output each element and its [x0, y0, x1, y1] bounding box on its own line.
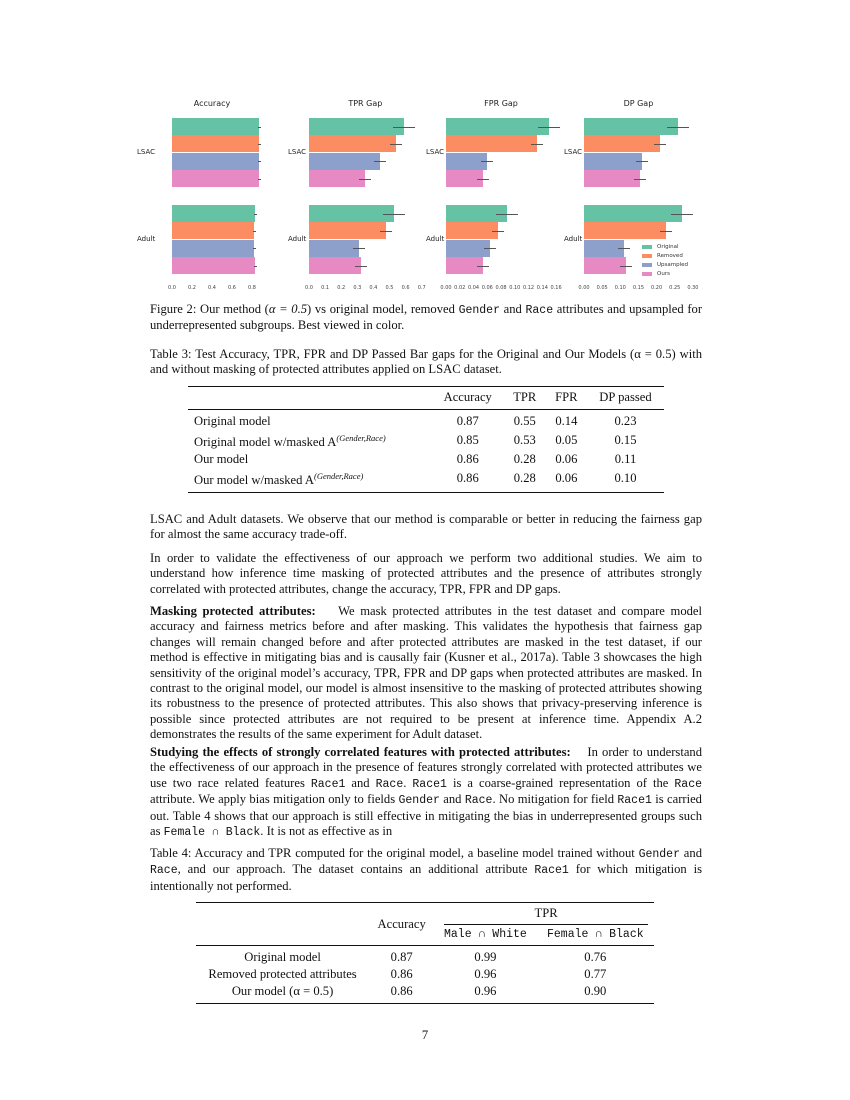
error-bar: [258, 179, 261, 180]
legend-item: Upsampled: [638, 260, 698, 269]
page-number: 7: [421, 1028, 429, 1042]
x-tick-label: 0.20: [651, 285, 663, 291]
error-bar: [477, 179, 489, 180]
x-tick-label: 0.2: [188, 285, 196, 291]
bar-original: [584, 205, 682, 222]
x-tick-label: 0.6: [228, 285, 236, 291]
paragraph-heading: Masking protected attributes:: [150, 604, 316, 618]
bar-removed: [446, 222, 498, 239]
error-bar: [258, 144, 261, 145]
panel-title: FPR Gap: [484, 99, 518, 108]
x-tick-label: 0.06: [481, 285, 493, 291]
x-tick-label: 0.05: [596, 285, 608, 291]
bar-ours: [309, 257, 361, 274]
category-label: LSAC: [288, 147, 307, 156]
error-bar: [477, 266, 489, 267]
error-bar: [620, 266, 632, 267]
bar-original: [309, 118, 404, 135]
error-bar: [634, 179, 646, 180]
x-tick-label: 0.10: [614, 285, 626, 291]
bar-upsampled: [309, 153, 380, 170]
bar-upsampled: [172, 240, 254, 257]
x-tick-label: 0.2: [337, 285, 346, 291]
error-bar: [253, 248, 256, 249]
col-header-dp: DP passed: [587, 387, 664, 410]
error-bar: [393, 127, 415, 128]
figure-2: [0, 0, 850, 300]
error-bar: [253, 231, 256, 232]
x-tick-label: 0.16: [550, 285, 562, 291]
error-bar: [496, 214, 518, 215]
bar-removed: [309, 135, 396, 152]
x-tick-label: 0.4: [208, 285, 216, 291]
bar-upsampled: [172, 153, 259, 170]
error-bar: [254, 266, 257, 267]
error-bar: [355, 266, 367, 267]
x-tick-label: 0.7: [417, 285, 426, 291]
bar-upsampled: [309, 240, 359, 257]
category-label: LSAC: [137, 147, 156, 156]
error-bar: [636, 161, 648, 162]
x-tick-label: 0.12: [522, 285, 535, 291]
error-bar: [667, 127, 689, 128]
error-bar: [538, 127, 560, 128]
category-label: LSAC: [426, 147, 445, 156]
category-label: Adult: [288, 234, 307, 243]
error-bar: [353, 248, 365, 249]
col-header: [188, 387, 432, 410]
legend-item: Removed: [638, 251, 698, 260]
col-header-tpr: TPR: [434, 903, 654, 927]
table-row: Our model w/masked $A^{(Gender,Race)}$ 0.86 0.28 0.06 0.10: [194, 471, 637, 488]
bar-ours: [172, 170, 259, 187]
legend-swatch: [642, 254, 652, 258]
body-paragraph-1: LSAC and Adult datasets. We observe that our method is comparable or better in reducing the fairness gap for almost the same accuracy trade-off.: [150, 512, 702, 542]
x-tick-label: 0.08: [495, 285, 507, 291]
legend-item: Original: [638, 242, 698, 251]
panel-title: TPR Gap: [348, 99, 383, 108]
category-label: Adult: [137, 234, 156, 243]
x-tick-label: 0.5: [385, 285, 394, 291]
col-header-accuracy: Accuracy: [369, 903, 434, 946]
x-tick-label: 0.25: [669, 285, 681, 291]
legend-swatch: [642, 263, 652, 267]
body-paragraph-2: In order to validate the effectiveness of our approach we perform two additional studies. We aim to understand how inference time masking of protected attributes and the presence of attributes strongly correlated with protected attributes, change the accuracy, TPR, FPR and DP gaps.: [150, 551, 702, 596]
table-4: [196, 902, 654, 1004]
col-header-male-white: Male ∩ White: [434, 926, 536, 946]
error-bar: [492, 231, 504, 232]
paragraph-heading: Studying the effects of strongly correlated features with protected attributes:: [150, 745, 571, 759]
body-paragraph-masking: Masking protected attributes: We mask protected attributes in the test dataset and compare model accuracy and fairness metrics before and after masking. This validates the hypothesis that fairness gap changes will remain changed before and after protected attributes are masked in the test dataset, if our method is effective in mitigating bias and is causally fair (Kusner et al., 2017a). Table 3 showcases the high sensitivity of the original model’s accuracy, TPR, FPR and DP gaps when protected attributes are masked. In contrast to the original model, our model is almost insensitive to the masking of protected attributes showing its robustness to the presence of protected attributes. This also shows that privacy-preserving inference is possible since protected attributes are not required to be present at inference time. Appendix A.2 demonstrates the results of the same experiment for Adult dataset.: [150, 604, 703, 742]
bar-ours: [172, 257, 255, 274]
legend-swatch: [642, 245, 652, 249]
error-bar: [390, 144, 402, 145]
table-row: Original model 0.87 0.55 0.14 0.23: [194, 414, 637, 428]
col-header-accuracy: Accuracy: [432, 387, 504, 410]
table4-caption: Table 4: Accuracy and TPR computed for the original model, a baseline model trained without Gender and Race, and our approach. The dataset contains an additional attribute Race1 for which mitigation is intentionally not performed.: [150, 846, 702, 893]
x-tick-label: 0.30: [687, 285, 699, 291]
body-paragraph-correlated: Studying the effects of strongly correlated features with protected attributes: In order to understand the effectiveness of our approach in the presence of features strongly correlated with protected attributes we use two race related features Race1 and Race. Race1 is a coarse-grained representation of the Race attribute. We apply bias mitigation only to fields Gender and Race. No mitigation for field Race1 is carried out. Table 4 shows that our approach is still effective in mitigating the bias in underrepresented groups such as Female ∩ Black. It is not as effective as in: [150, 745, 703, 840]
bar-original: [584, 118, 678, 135]
table-row: Our model 0.86 0.28 0.06 0.11: [194, 452, 637, 467]
chart-legend: [638, 242, 698, 280]
x-tick-label: 0.00: [578, 285, 590, 291]
x-tick-label: 0.04: [467, 285, 480, 291]
error-bar: [671, 214, 693, 215]
x-tick-label: 0.14: [536, 285, 548, 291]
category-label: Adult: [564, 234, 583, 243]
category-label: LSAC: [564, 147, 583, 156]
legend-item: Ours: [638, 269, 698, 278]
error-bar: [484, 248, 496, 249]
error-bar: [383, 214, 405, 215]
x-tick-label: 0.0: [305, 285, 313, 291]
bar-upsampled: [584, 153, 642, 170]
table-row: Removed protected attributes 0.86 0.96 0.77: [208, 967, 607, 981]
error-bar: [531, 144, 543, 145]
x-tick-label: 0.4: [369, 285, 378, 291]
bar-original: [172, 118, 259, 135]
x-tick-label: 0.8: [248, 285, 256, 291]
panel-title: DP Gap: [623, 99, 654, 108]
bar-removed: [584, 222, 666, 239]
error-bar: [258, 127, 261, 128]
error-bar: [481, 161, 493, 162]
table-row: Our model (α = 0.5) 0.86 0.96 0.90: [231, 984, 607, 998]
error-bar: [380, 231, 392, 232]
x-tick-label: 0.02: [454, 285, 466, 291]
bar-ours: [309, 170, 365, 187]
x-tick-label: 0.1: [321, 285, 330, 291]
error-bar: [660, 231, 672, 232]
table-3: [188, 386, 664, 493]
x-tick-label: 0.0: [168, 285, 176, 291]
bar-removed: [309, 222, 386, 239]
figure-caption: Figure 2: Our method (α = 0.5) vs original model, removed Gender and Race attributes and upsampled for underrepresented subgroups. Best viewed in color.: [150, 302, 703, 333]
bar-ours: [584, 170, 640, 187]
table-row: Original model w/masked $A^{(Gender,Race)}$ 0.85 0.53 0.05 0.15: [194, 433, 637, 450]
bar-original: [309, 205, 394, 222]
x-tick-label: 0.15: [632, 285, 645, 291]
category-label: Adult: [426, 234, 445, 243]
bar-original: [446, 118, 549, 135]
bar-removed: [172, 135, 259, 152]
bar-removed: [584, 135, 660, 152]
error-bar: [254, 214, 257, 215]
table3-caption: Table 3: Test Accuracy, TPR, FPR and DP Passed Bar gaps for the Original and Our Models (α = 0.5) with and without masking of protected attributes applied on LSAC dataset.: [150, 347, 702, 377]
col-header-fpr: FPR: [546, 387, 587, 410]
bar-removed: [446, 135, 537, 152]
bar-original: [172, 205, 255, 222]
table-row: Original model 0.87 0.99 0.76: [244, 950, 607, 964]
x-tick-label: 0.3: [353, 285, 362, 291]
bar-removed: [172, 222, 254, 239]
col-header-female-black: Female ∩ Black: [537, 926, 654, 946]
error-bar: [374, 161, 386, 162]
col-header-tpr: TPR: [504, 387, 546, 410]
x-tick-label: 0.10: [509, 285, 521, 291]
panel-title: Accuracy: [193, 99, 231, 108]
error-bar: [258, 161, 261, 162]
x-tick-label: 0.6: [401, 285, 410, 291]
x-tick-label: 0.00: [440, 285, 452, 291]
error-bar: [359, 179, 371, 180]
error-bar: [618, 248, 630, 249]
error-bar: [654, 144, 666, 145]
legend-swatch: [642, 272, 652, 276]
